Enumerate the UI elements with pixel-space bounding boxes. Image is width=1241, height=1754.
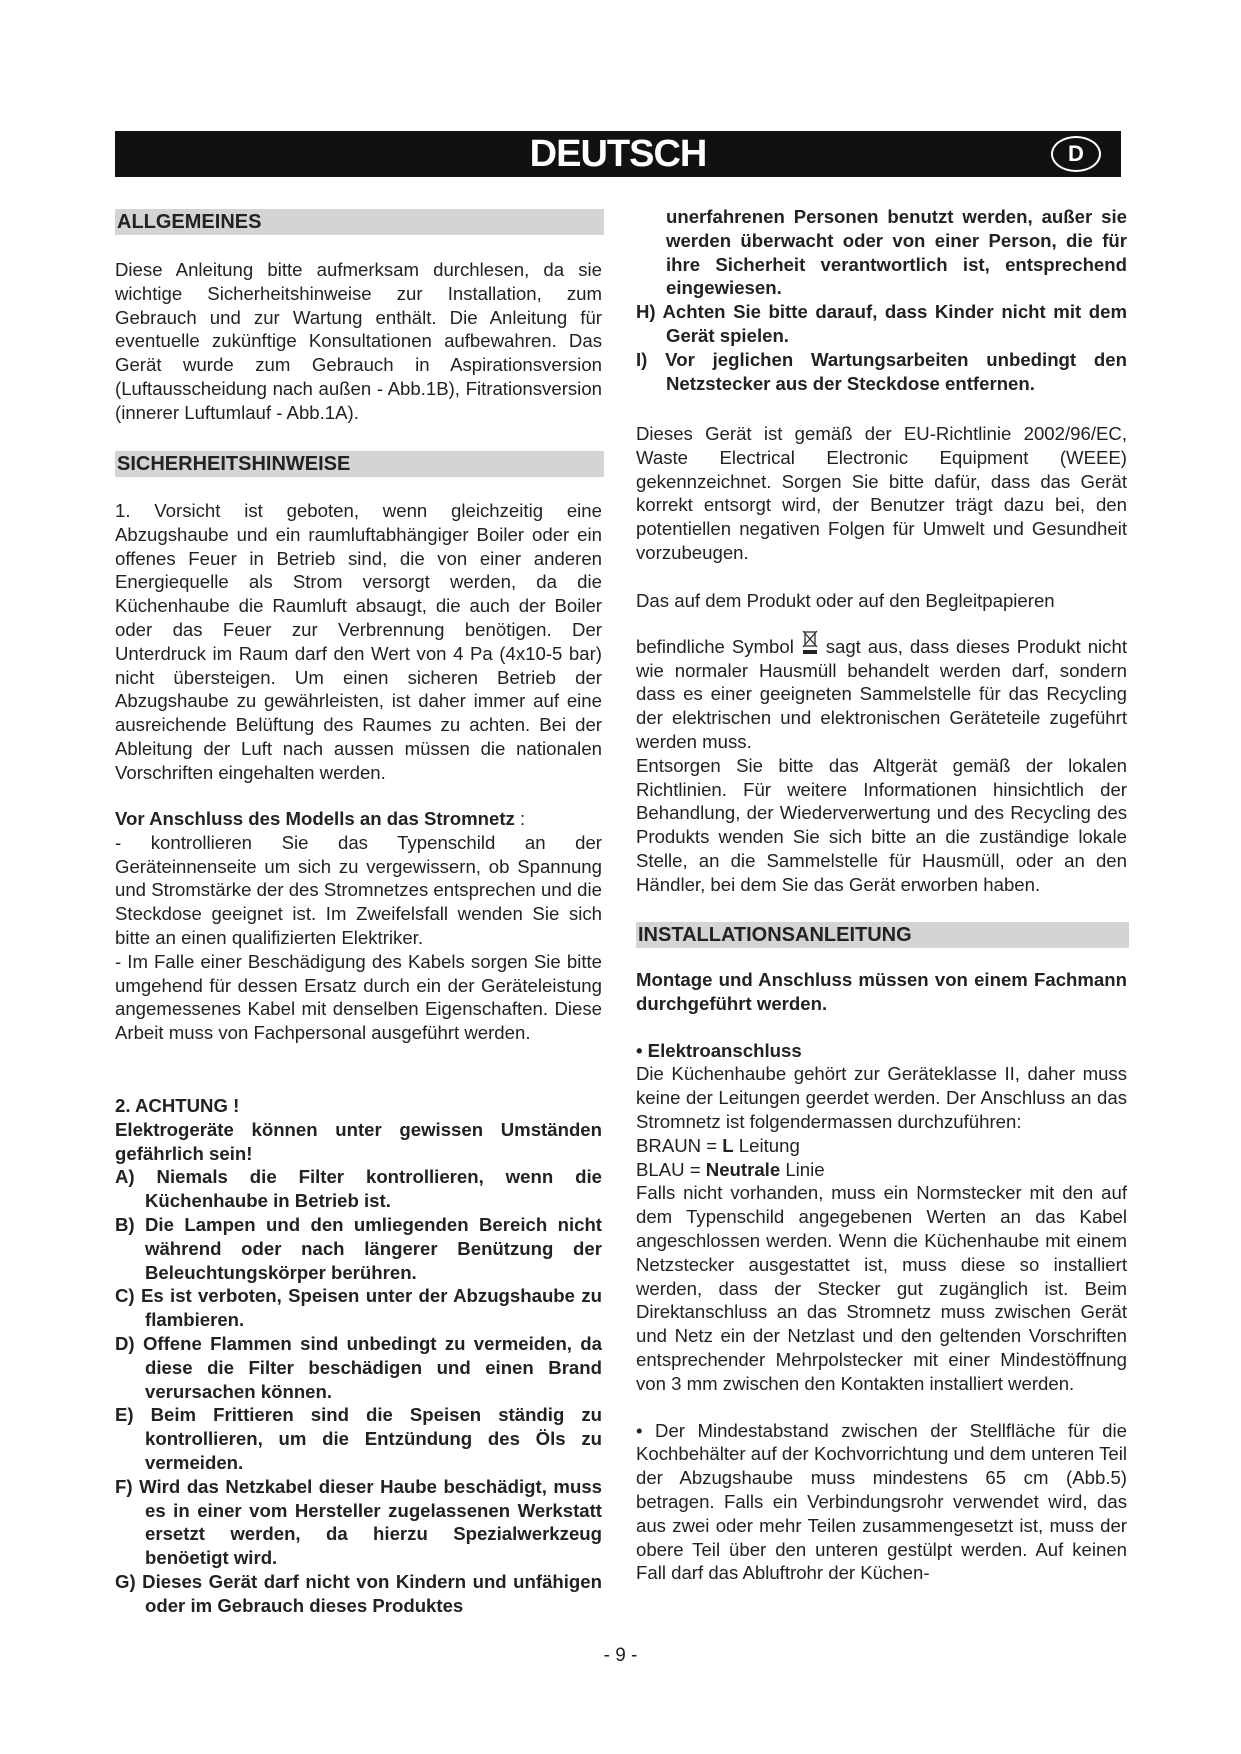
warning-item: H) Achten Sie bitte darauf, dass Kinder nicht mit dem Gerät spielen. bbox=[636, 301, 1127, 346]
wire-blau-label: BLAU = bbox=[636, 1158, 706, 1180]
symbol-line-1: Das auf dem Produkt oder auf den Begleitpapieren bbox=[636, 590, 1055, 611]
elektro-title: • Elektroanschluss bbox=[636, 1039, 802, 1061]
warning-item: A) Niemals die Filter kontrollieren, wenn die Küchenhaube in Betrieb ist. bbox=[115, 1166, 602, 1212]
paragraph-sicherheit-1: 1. Vorsicht ist geboten, wenn gleichzeitig eine Abzugshaube und ein raumluftabhängiger Boiler oder ein offenes Feuer in Betrieb sind, die von einer anderen Energiequelle als Strom versorgt werden, da die Küchenhaube die Raumluft absaugt, die auch der Boiler oder das Feuer zur Verbrennung benötigen. Der Unterdruck im Raum darf den Wert von 4 Pa (4x10-5 bar) nicht übersteigen. Um einen sicheren Betrieb der Abzugshaube zu gewährleisten, ist daher immer auf eine ausreichende Belüftung des Raumes zu achten. Bei der Ableitung der Luft nach aussen müssen die nationalen Vorschriften eingehalten werden. bbox=[115, 500, 602, 783]
warning-item: E) Beim Frittieren sind die Speisen ständig zu kontrollieren, um die Entzündung des Öls zu vermeiden. bbox=[115, 1404, 602, 1473]
anschluss-p2: - Im Falle einer Beschädigung des Kabels sorgen Sie bitte umgehend für dessen Ersatz durch ein der Geräteleistung angemessenes Kabel mit denselben Eigenschaften. Diese Arbeit muss von Fachpersonal ausgeführt werden. bbox=[115, 950, 602, 1044]
abstand-text: • Der Mindestabstand zwischen der Stellfläche für die Kochbehälter auf der Kochvorrichtung und dem unteren Teil der Abzugshaube muss mindestens 65 cm (Abb.5) betragen. Falls ein Verbindungsrohr verwendet wird, das aus zwei oder mehr Teilen zusammengesetzt ist, muss der obere Teil über den unteren gestülpt werden. Auf keinen Fall darf das Abluftrohr der Küchen- bbox=[636, 1419, 1127, 1584]
wire-braun-code: L bbox=[722, 1134, 734, 1156]
anschluss-section bbox=[115, 807, 602, 1045]
language-title: DEUTSCH bbox=[529, 133, 707, 175]
paragraph-allgemeines: Diese Anleitung bitte aufmerksam durchlesen, da sie wichtige Sicherheitshinweise zur Installation, zum Gebrauch und zur Wartung enthält. Die Anleitung für eventuelle zukünftige Konsultationen aufbewahren. Das Gerät wurde zum Gebrauch in Aspirationsversion (Luftausscheidung nach außen - Abb.1B), Fitrationsversion (innerer Luftumlauf - Abb.1A). bbox=[115, 259, 602, 423]
warning-item: F) Wird das Netzkabel dieser Haube beschädigt, muss es in einer vom Hersteller zugelassenen Werkstatt ersetzt werden, da hierzu Spezialwerkzeug benöetigt wird. bbox=[115, 1475, 602, 1569]
warning-item: I) Vor jeglichen Wartungsarbeiten unbedingt den Netzstecker aus der Steckdose entfernen. bbox=[636, 348, 1127, 394]
wire-braun-desc: Leitung bbox=[733, 1134, 800, 1156]
achtung-section bbox=[115, 1094, 602, 1618]
achtung-subtitle: Elektrogeräte können unter gewissen Umständen gefährlich sein! bbox=[115, 1118, 602, 1164]
wire-braun bbox=[636, 1134, 1127, 1158]
symbol-section bbox=[636, 589, 1127, 897]
achtung-title: 2. ACHTUNG ! bbox=[115, 1095, 240, 1116]
anschluss-title: Vor Anschluss des Modells an das Stromnetz bbox=[115, 808, 515, 829]
paragraph-entsorgen: Entsorgen Sie bitte das Altgerät gemäß der lokalen Richtlinien. Für weitere Informationen hinsichtlich der Behandlung, der Wiederverwertung und des Recycling des Produkts wenden Sie sich bitte an die zuständige lokale Stelle, an die Sammelstelle für Hausmüll, oder an den Händler, bei dem Sie das Gerät erworben haben. bbox=[636, 754, 1127, 895]
heading-installationsanleitung: INSTALLATIONSANLEITUNG bbox=[636, 922, 1129, 948]
montage-note: Montage und Anschluss müssen von einem Fachmann durchgeführt werden. bbox=[636, 969, 1127, 1014]
crossed-bin-icon bbox=[801, 629, 819, 655]
anschluss-p1: - kontrollieren Sie das Typenschild an der Geräteinnenseite um sich zu vergewissern, ob Spannung und Stromstärke der des Stromnetzes entsprechen und die Steckdose geeignet ist. Im Zweifelsfall wenden Sie sich bitte an einen qualifizierten Elektriker. bbox=[115, 831, 602, 948]
wire-braun-label: BRAUN = bbox=[636, 1134, 723, 1156]
warning-item: C) Es ist verboten, Speisen unter der Abzugshaube zu flambieren. bbox=[115, 1285, 602, 1331]
stecker-text: Falls nicht vorhanden, muss ein Normstecker mit den auf dem Typenschild angegebenen Werten an das Kabel angeschlossen werden. Wenn die Küchenhaube mit einem Netzstecker ausgestattet ist, muss diese so installiert werden, dass der Stecker gut zugänglich ist. Beim Direktanschluss an das Stromnetz muss zwischen Gerät und Netz ein der Netzlast und den geltenden Vorschriften entsprechender Mehrpolstecker mit einer Mindestöffnung von 3 mm zwischen den Kontakten installiert werden. bbox=[636, 1182, 1127, 1394]
heading-allgemeines: ALLGEMEINES bbox=[115, 209, 604, 235]
symbol-pre: befindliche Symbol bbox=[636, 635, 794, 657]
heading-sicherheitshinweise: SICHERHEITSHINWEISE bbox=[115, 451, 604, 477]
warning-item: D) Offene Flammen sind unbedingt zu vermeiden, da diese die Filter beschädigen und einen Brand verursachen können. bbox=[115, 1332, 602, 1402]
install-section bbox=[636, 968, 1127, 1585]
warning-item: G) Dieses Gerät darf nicht von Kindern und unfähigen oder im Gebrauch dieses Produktes bbox=[115, 1570, 602, 1616]
wire-blau-code: Neutrale bbox=[705, 1158, 781, 1180]
paragraph-weee: Dieses Gerät ist gemäß der EU-Richtlinie 2002/96/EC, Waste Electrical Electronic Equipment (WEEE) gekennzeichnet. Sorgen Sie bitte dafür, dass das Gerät korrekt entsorgt wird, der Benutzer trägt dazu bei, den potentiellen negativen Folgen für Umwelt und Gesundheit vorzubeugen. bbox=[636, 423, 1127, 563]
symbol-post: sagt aus, dass dieses Produkt nicht wie normaler Hausmüll behandelt werden darf, sondern dass es einer geeigneten Sammelstelle für das Recycling der elektrischen und elektronischen Geräteteile zugeführt werden muss. bbox=[636, 635, 1127, 752]
wire-blau-desc: Linie bbox=[780, 1158, 825, 1180]
warning-item: B) Die Lampen und den umliegenden Bereich nicht während oder nach längerer Benützung der Beleuchtungskörper berühren. bbox=[115, 1213, 602, 1283]
language-badge: D bbox=[1051, 136, 1101, 172]
warning-continuation: unerfahrenen Personen benutzt werden, außer sie werden überwacht oder von einer Person, die für ihre Sicherheit verantwortlich ist, entsprechend eingewiesen. bbox=[666, 206, 1127, 299]
elektro-text: Die Küchenhaube gehört zur Geräteklasse II, daher muss keine der Leitungen geerdet werden. Der Anschluss an das Stromnetz ist folgendermassen durchzuführen: bbox=[636, 1063, 1127, 1132]
page-number: - 9 - bbox=[603, 1645, 638, 1666]
anschluss-colon: : bbox=[514, 808, 526, 829]
warnings-continued bbox=[636, 205, 1127, 395]
wire-blau bbox=[636, 1158, 1127, 1182]
language-header-bar bbox=[115, 131, 1121, 177]
